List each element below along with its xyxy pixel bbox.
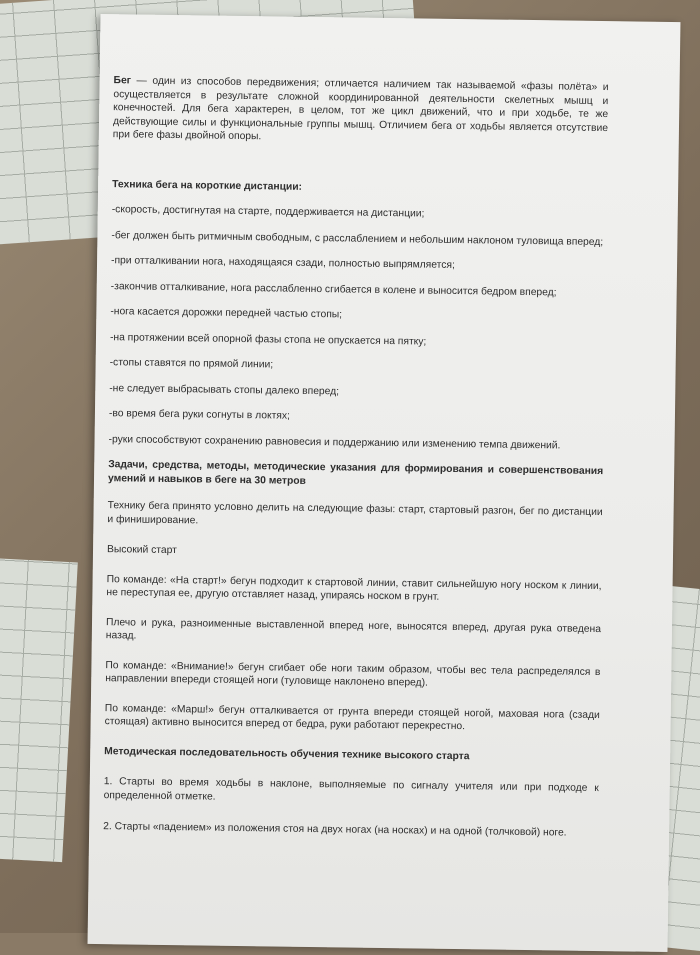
start-paragraph: Плечо и рука, разноименные выставленной вперед ноге, выносятся вперед, другая рука отведена назад. [105,616,602,642]
technique-point: -во время бега руки согнуты в локтях; [108,408,290,422]
start-paragraph: По команде: «На старт!» бегун подходит к стартовой линии, ставит сильнейшую ногу носком к линии, не переступая ее, другую отставляет назад, упираясь носком в грунт. [106,573,602,603]
document-page [88,14,681,952]
intro-term: Бег [113,75,132,87]
technique-point: -закончив отталкивание, нога расслабленно сгибается в колене и выносится бедром вперед; [110,280,557,298]
start-paragraph: По команде: «Марш!» бегун отталкивается от грунта впереди стоящей ногой, маховая нога (сзади стоящая) активно выносится вперед от бедра, руки работают перекрестно. [104,702,600,733]
technique-point: -руки способствуют сохранению равновесия и поддержанию или изменению темпа движений. [108,433,561,451]
method-heading: Методическая последовательность обучения технике высокого старта [104,745,470,762]
start-paragraph: По команде: «Внимание!» бегун сгибает обе ноги таким образом, чтобы вес тела распределялся в направлении впереди стоящей ноги (туловище наклонено вперед). [105,659,601,689]
intro-paragraph [113,74,609,148]
technique-point: -стопы ставятся по прямой линии; [109,357,274,371]
technique-point: -нога касается дорожки передней частью стопы; [110,306,343,321]
technique-point: -бег должен быть ритмичным свободным, с расслаблением и небольшим наклоном туловища вперед; [111,229,604,248]
phases-paragraph: Технику бега принято условно делить на следующие фазы: старт, стартовый разгон, бег по дистанции и финиширование. [107,500,603,526]
background-spreadsheet-printout [0,558,78,862]
tasks-heading: Задачи, средства, методы, методические указания для формирования и совершенствования умений и навыков в беге на 30 метров [107,459,604,487]
technique-point: -на протяжении всей опорной фазы стопа не опускается на пятку; [109,331,427,348]
method-step: 1. Старты во время ходьбы в наклоне, выполняемые по сигналу учителя или при подходе к определенной отметке. [103,776,599,803]
method-step: 2. Старты «падением» из положения стоя на двух ногах (на носках) и на одной (толчковой) ноге. [103,821,567,839]
intro-text: — один из способов передвижения; отличается наличием так называемой «фазы полёта» и осуществляется в результате сложной координированной деятельности скелетных мышц и конечностей. Для бега характерен, в целом, тот же цикл движений, что и при ходьбе, те же действующие силы и функциональные группы мышц. Отличием бега от ходьбы является отсутствие при беге фазы двойной опоры. [112,75,609,143]
technique-point: -скорость, достигнутая на старте, поддерживается на дистанции; [111,204,425,220]
technique-point: -не следует выбрасывать стопы далеко вперед; [109,382,340,397]
technique-point: -при отталкивании нога, находящаяся сзади, полностью выпрямляется; [111,255,455,271]
high-start-label: Высокий старт [106,544,177,557]
document-body [103,74,609,858]
technique-heading: Техника бега на короткие дистанции: [112,178,303,193]
